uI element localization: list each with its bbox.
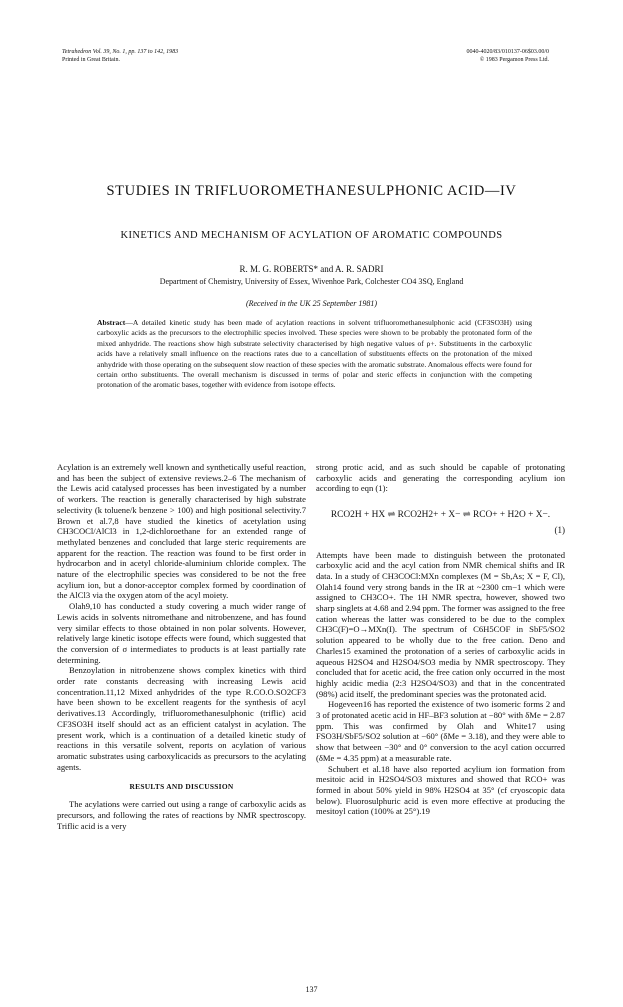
section-heading: RESULTS AND DISCUSSION [129, 782, 234, 792]
abstract-text: —A detailed kinetic study has been made of acylation reactions in solvent trifluoromethanesulphonic acid (CF3SO3H) using carboxylic acids as the precursors to the electrophilic species involved. These species were shown to be probably the protonated form of the mixed anhydride. The reactions show high substrate selectivity characterised by high negative values of ρ+. Substituents in the carboxylic acids have a relatively small influence on the reactions rates due to a cancellation of substituents effects on the protonation of the mixed anhydride with those operating on the subsequent slow reaction of these species with the aromatic substrate. Anomalous effects were found for certain ortho substituents. The overall mechanism is discussed in terms of polar and steric effects in conjunction with the competing protonation of the aromatic bases, together with evidence from isotope effects. [97, 318, 532, 390]
body-paragraph: Attempts have been made to distinguish between the protonated carboxylic acid and the acyl cation from NMR chemical shifts and IR data. In a study of CH3COCl:MXn complexes (M = Sb,As; X = F, Cl), Olah14 found very strong bands in the IR at ~2300 cm−1 which were assigned to CH3CO+. The 1H NMR spectra, however, showed two sharp singlets at 4.68 and 2.94 ppm. The former was assigned to the free cation whereas the latter was considered to be due to the complex CH3C(F)=O→MXn(I). The spectrum of C6H5COF in SbF5/SO2 solution appeared to be wholly due to the free cation. Deno and Charles15 examined the protonation of a series of carboxylic acids in aqueous H2SO4 and H2SO4/SO3 media by NMR spectroscopy. They concluded that for acetic acid, the free cation only occurred in the most highly acidic media (2:3 H2SO4/SO3) and that in the concentrated (98%) acid itself, the predominant species was the protonated acid. [316, 549, 566, 699]
journal-citation: Tetrahedron Vol. 39, No. 1, pp. 137 to 142, 1983 [62, 49, 179, 55]
body-paragraph: strong protic acid, and as such should be capable of protonating carboxylic acids and generating the corresponding acylium ion according to eqn (1): [316, 462, 565, 494]
author-affiliation: Department of Chemistry, University of Essex, Wivenhoe Park, Colchester CO4 3SQ, England [159, 277, 464, 286]
body-paragraph: Acylation is an extremely well known and synthetically useful reaction, and has been the subject of extensive reviews.2–6 The mechanism of the Lewis acid catalysed processes has been investigated by a number of workers. The reaction is generally characterised by high substrate selectivity (k toluene/k benzene > 100) and high positional selectivity.7 Brown et al.7,8 have studied the kinetics of acetylation using CH3COCl/AlCl3 in 1,2-dichloroethane for an extended range of methylated benzenes and concluded that large steric requirements are apparent for the reaction. The reaction was found to be first order in hydrocarbon and in acetyl chloride-aluminium chloride complex. The nature of the electrophilic species was considered to be not the free acylium ion, but a donor-acceptor complex formed by coordination of the AlCl3 via the oxygen atom of the acyl moiety. [57, 462, 306, 601]
right-column [316, 462, 565, 817]
abstract-label: Abstract [97, 318, 126, 327]
left-column [57, 462, 306, 831]
author-list: R. M. G. ROBERTS* and A. R. SADRI [239, 264, 384, 274]
paper-title: STUDIES IN TRIFLUOROMETHANESULPHONIC ACID—IV [106, 183, 517, 199]
body-paragraph: Olah9,10 has conducted a study covering a much wider range of Lewis acids in solvents nitromethane and nitrobenzene, and has found very similar effects to those obtained in non polar solvents. However, relatively large kinetic isotope effects were found, which suggested that the conversion of σ intermediates to products is at least partially rate determining. [57, 601, 306, 665]
body-paragraph: Schubert et al.18 have also reported acylium ion formation from mesitoic acid in H2SO4/SO3 mixtures and showed that RCO+ was formed in about 50% yield in 98% H2SO4 at 35° (cf cryoscopic data below). Fluorosulphuric acid is even more effective at producing the mesitoyl cation (100% at 25°).19 [316, 763, 565, 817]
printed-location: Printed in Great Britain. [62, 57, 120, 63]
received-date: (Received in the UK 25 September 1981) [245, 299, 378, 308]
equation-number: (1) [554, 524, 565, 535]
copyright-notice: © 1983 Pergamon Press Ltd. [479, 57, 549, 63]
equation-1: RCO2H + HX ⇌ RCO2H2+ + X− ⇌ RCO+ + H2O + X−. [330, 510, 551, 521]
paper-subtitle: KINETICS AND MECHANISM OF ACYLATION OF AROMATIC COMPOUNDS [120, 230, 503, 241]
page-number: 137 [305, 985, 318, 994]
publisher-header [467, 48, 550, 64]
body-paragraph: Hogeveen16 has reported the existence of two isomeric forms 2 and 3 of protonated acetic acid in HF–BF3 solution at −80° with δMe = 2.87 ppm. This was confirmed by Olah and White17 using FSO3H/SbF5/SO2 solution at −60° (δMe = 3.18), and they were able to show that between −30° and 0° conversion to the acyl cation occurred (δMe = 4.35 ppm) at a measurable rate. [316, 699, 565, 763]
abstract [97, 318, 532, 391]
body-paragraph: Benzoylation in nitrobenzene shows complex kinetics with third order rate constants decreasing with increasing Lewis acid concentration.11,12 Mixed anhydrides of the type R.CO.O.SO2CF3 have been shown to be excellent reagents for the synthesis of acyl derivatives.13 Accordingly, trifluoromethanesulphonic (triflic) acid CF3SO3H itself should act as an efficient catalyst in acylation. The present work, which is a continuation of a detailed kinetic study of reactions in this versatile solvent, reports on acylation of various aromatic substrates using carboxylicacids as precursors to the acylating agents. [57, 665, 306, 772]
article-code: 0040-4020/83/010137-06$03.00/0 [466, 49, 549, 55]
journal-header [62, 48, 178, 64]
body-paragraph: The acylations were carried out using a range of carboxylic acids as precursors, and following the rates of reactions by NMR spectroscopy. Triflic acid is a very [57, 799, 306, 831]
